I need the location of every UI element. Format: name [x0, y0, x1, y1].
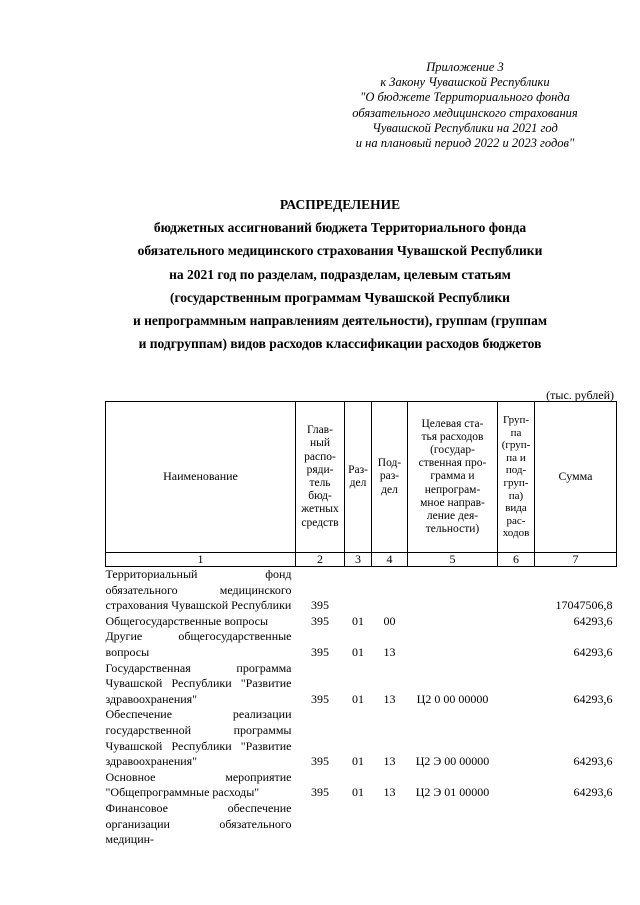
row-section: 01	[352, 785, 364, 800]
row-sum: 64293,6	[573, 785, 613, 800]
row-subsection: 13	[383, 754, 396, 769]
column-number: 2	[296, 553, 345, 567]
title-line: обязательного медицинского страхования Чувашской Республики	[137, 243, 543, 259]
row-subsection	[372, 567, 408, 614]
appendix-line: обязательного медицинского страхования	[352, 105, 578, 120]
row-name: Общегосударственные вопросы	[105, 613, 269, 628]
column-number: 6	[498, 553, 535, 567]
row-gr: 395	[311, 613, 329, 628]
row-subsection	[372, 801, 408, 848]
row-gr: 395	[311, 754, 329, 769]
row-target	[408, 801, 498, 848]
title-line: и подгруппам) видов расходов классификации расходов бюджетов	[138, 336, 542, 352]
row-subsection: 13	[383, 691, 396, 706]
row-gr: 395	[311, 785, 329, 800]
row-section: 01	[352, 691, 364, 706]
row-name: Обеспечение реализации государственной программы Чувашской Республики "Развитие здравоохранения"	[105, 707, 292, 769]
row-subsection: 00	[383, 613, 396, 628]
header-row	[106, 402, 617, 553]
title-line: (государственным программам Чувашской Республики	[170, 289, 510, 305]
table-row	[106, 770, 617, 801]
column-number: 7	[535, 553, 617, 567]
header-name: Наименование	[106, 402, 296, 553]
row-target	[408, 629, 498, 660]
row-gr: 395	[311, 691, 329, 706]
table-row	[106, 629, 617, 660]
row-subsection: 13	[383, 785, 396, 800]
title-line: на 2021 год по разделам, подразделам, целевым статьям	[169, 266, 511, 282]
appendix-note	[330, 60, 600, 151]
row-section	[345, 801, 372, 848]
table-row	[106, 614, 617, 630]
row-target: Ц2 0 00 00000	[416, 691, 489, 706]
row-section: 01	[352, 754, 364, 769]
column-numbers-row	[106, 553, 617, 567]
row-target: Ц2 Э 00 00000	[415, 754, 490, 769]
row-gr: 395	[311, 644, 329, 659]
column-number: 3	[345, 553, 372, 567]
row-section: 01	[352, 644, 364, 659]
row-sum: 17047506,8	[555, 598, 613, 613]
row-target	[408, 567, 498, 614]
row-group	[498, 614, 535, 630]
header-expense-group: Груп- па (груп- па и под- груп- па) вида рас- ходов	[498, 402, 535, 553]
title-heading: РАСПРЕДЕЛЕНИЕ	[279, 197, 401, 212]
header-chief-administrator: Глав- ный распо- ряди- тель бюд- жетных средств	[296, 402, 345, 553]
appendix-line: Чувашской Республики на 2021 год	[372, 120, 558, 135]
row-subsection: 13	[383, 644, 396, 659]
row-sum: 64293,6	[573, 691, 613, 706]
row-sum: 64293,6	[573, 613, 613, 628]
row-name: Государственная программа Чувашской Республики "Развитие здравоохранения"	[105, 660, 292, 706]
header-sum: Сумма	[535, 402, 617, 553]
row-section	[345, 567, 372, 614]
row-group	[498, 801, 535, 848]
title-line: и непрограммным направлениям деятельности), группам (группам	[132, 313, 548, 329]
row-group	[498, 567, 535, 614]
table-row	[106, 707, 617, 769]
header-target-article: Целевая ста- тья расходов (государ- ственная про- грамма и непрограм- мное направ- ление дея- тельности)	[408, 402, 498, 553]
row-sum	[535, 801, 617, 848]
row-name: Финансовое обеспечение организации обязательного медицин-	[105, 800, 292, 847]
row-name: Основное мероприятие "Общепрограммные расходы"	[105, 769, 292, 800]
row-sum: 64293,6	[573, 644, 613, 659]
row-target	[408, 614, 498, 630]
row-gr	[296, 801, 345, 848]
budget-table	[105, 401, 617, 848]
appendix-line: и на плановый период 2022 и 2023 годов"	[355, 136, 575, 151]
appendix-line: "О бюджете Территориального фонда	[360, 90, 570, 105]
row-sum: 64293,6	[573, 754, 613, 769]
document-title	[60, 193, 620, 355]
row-name: Территориальный фонд обязательного медицинского страхования Чувашской Республики	[105, 567, 292, 613]
row-target: Ц2 Э 01 00000	[415, 785, 490, 800]
row-section: 01	[352, 613, 364, 628]
appendix-line: к Закону Чувашской Республики	[380, 75, 550, 90]
table-row	[106, 567, 617, 614]
table-row	[106, 661, 617, 708]
table-row	[106, 801, 617, 848]
column-number: 4	[372, 553, 408, 567]
row-group	[498, 661, 535, 708]
column-number: 1	[106, 553, 296, 567]
row-group	[498, 770, 535, 801]
row-name: Другие общегосударственные вопросы	[105, 629, 292, 659]
title-line: бюджетных ассигнований бюджета Территориального фонда	[153, 220, 527, 236]
units-label: (тыс. рублей)	[546, 388, 614, 402]
row-group	[498, 629, 535, 660]
row-group	[498, 707, 535, 769]
column-number: 5	[408, 553, 498, 567]
header-subsection: Под- раз- дел	[372, 402, 408, 553]
appendix-line: Приложение 3	[426, 60, 504, 74]
header-section: Раз- дел	[345, 402, 372, 553]
row-gr: 395	[311, 598, 329, 613]
